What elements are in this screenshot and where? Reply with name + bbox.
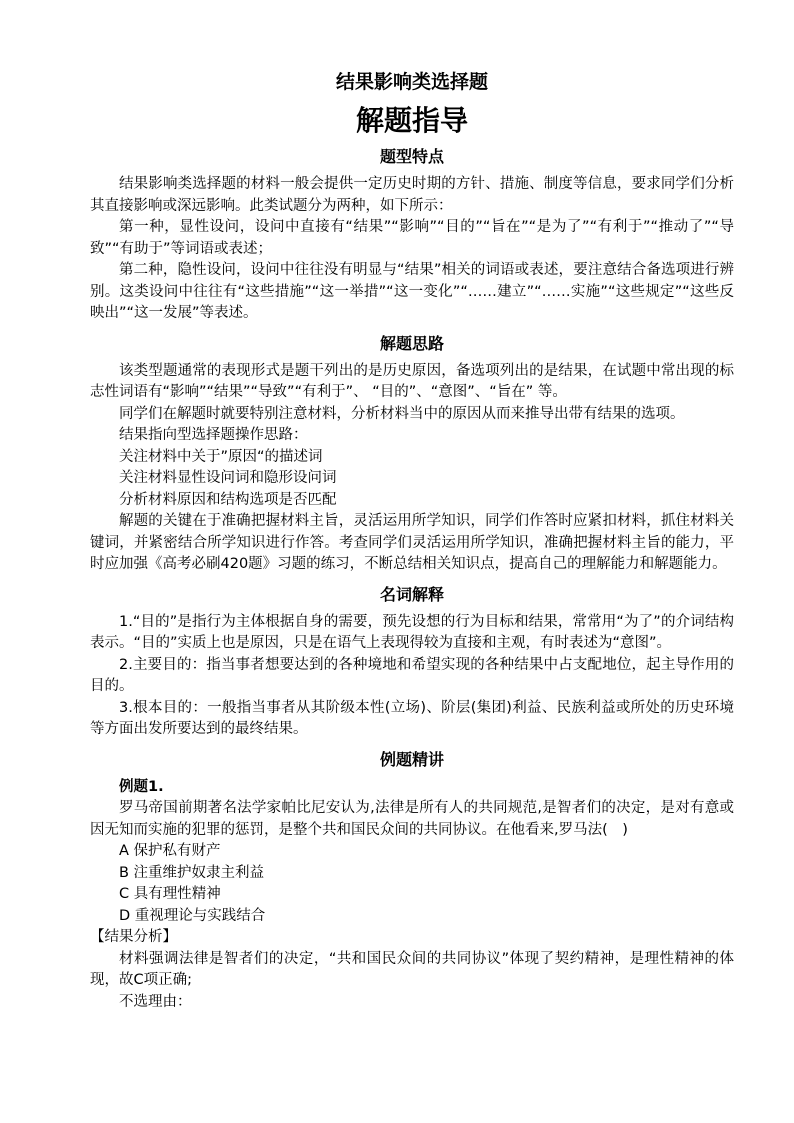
paragraph: 第一种，显性设问，设问中直接有“结果”“影响”“目的”“旨在”“是为了”“有利于”“推动了”“导致”“有助于”等词语或表述； [90,219,734,257]
paragraph: 同学们在解题时就要特别注意材料，分析材料当中的原因从而来推导出带有结果的选项。 [119,405,685,422]
list-item: 关注材料中关于”原因“的描述词 [119,448,323,465]
paragraph: 解题的关键在于准确把握材料主旨，灵活运用所学知识，同学们作答时应紧扣材料，抓住材料关键词，并紧密结合所学知识进行作答。考查同学们灵活运用所学知识，准确把握材料主旨的能力，平时应加强《高考必刷420题》习题的练习，不断总结相关知识点，提高自己的理解能力和解题能力。 [90,513,734,572]
paragraph: 该类型题通常的表现形式是题干列出的是历史原因，备选项列出的是结果，在试题中常出现的标志性词语有“影响”“结果”“导致”“有利于”、 “目的”、“意图”、“旨在” 等。 [90,362,734,400]
list-item: 分析材料原因和结构选项是否匹配 [119,491,337,508]
option-c: C 具有理性精神 [119,886,221,902]
paragraph: 结果指向型选择题操作思路： [119,427,308,443]
document-subtitle: 解题指导 [355,104,468,137]
paragraph: 第二种，隐性设问，设问中往往没有明显与“结果”相关的词语或表述，要注意结合备选项进行辨别。这类设问中往往有“这些措施”“这一举措”“这一变化”“……建立”“……实施”“这些规定”“这些反映出”“这一发展”等表述。 [90,262,734,321]
reasons-label: 不选理由： [119,993,192,1010]
option-b: B 注重维护奴隶主利益 [119,864,265,881]
list-item: 关注材料显性设问词和隐形设问词 [119,470,337,486]
analysis-text: 材料强调法律是智者们的决定，“共和国民众间的共同协议”体现了契约精神，是理性精神的体现，故C项正确; [90,950,734,988]
option-a: A 保护私有财产 [119,843,221,859]
paragraph: 3.根本目的：一般指当事者从其阶级本性(立场)、阶层(集团)利益、民族利益或所处的历史环境等方面出发所要达到的最终结果。 [90,699,734,737]
section-heading-features: 题型特点 [379,147,444,166]
section-heading-examples: 例题精讲 [379,749,444,769]
example-label: 例题1. [119,778,164,795]
paragraph: 2.主要目的：指当事者想要达到的各种境地和希望实现的各种结果中占支配地位，起主导作用的目的。 [90,656,734,694]
analysis-label: 【结果分析】 [90,929,177,945]
paragraph: 1.“目的”是指行为主体根据自身的需要，预先设想的行为目标和结果，常常用“为了”的介词结构表示。“目的”实质上也是原因，只是在语气上表现得较为直接和主观，有时表述为“意图”。 [90,613,734,651]
section-heading-terms: 名词解释 [379,584,444,604]
question-text: 罗马帝国前期著名法学家帕比尼安认为,法律是所有人的共同规范,是智者们的决定，是对有意或因无知而实施的犯罪的惩罚，是整个共和国民众间的共同协议。在他看来,罗马法( ) [90,800,734,838]
paragraph: 结果影响类选择题的材料一般会提供一定历史时期的方针、措施、制度等信息，要求同学们分析其直接影响或深远影响。此类试题分为两种，如下所示： [90,176,734,214]
section-heading-approach: 解题思路 [379,333,444,353]
document-title: 结果影响类选择题 [335,71,488,93]
option-d: D 重视理论与实践结合 [119,907,266,924]
document-content [90,70,734,1013]
